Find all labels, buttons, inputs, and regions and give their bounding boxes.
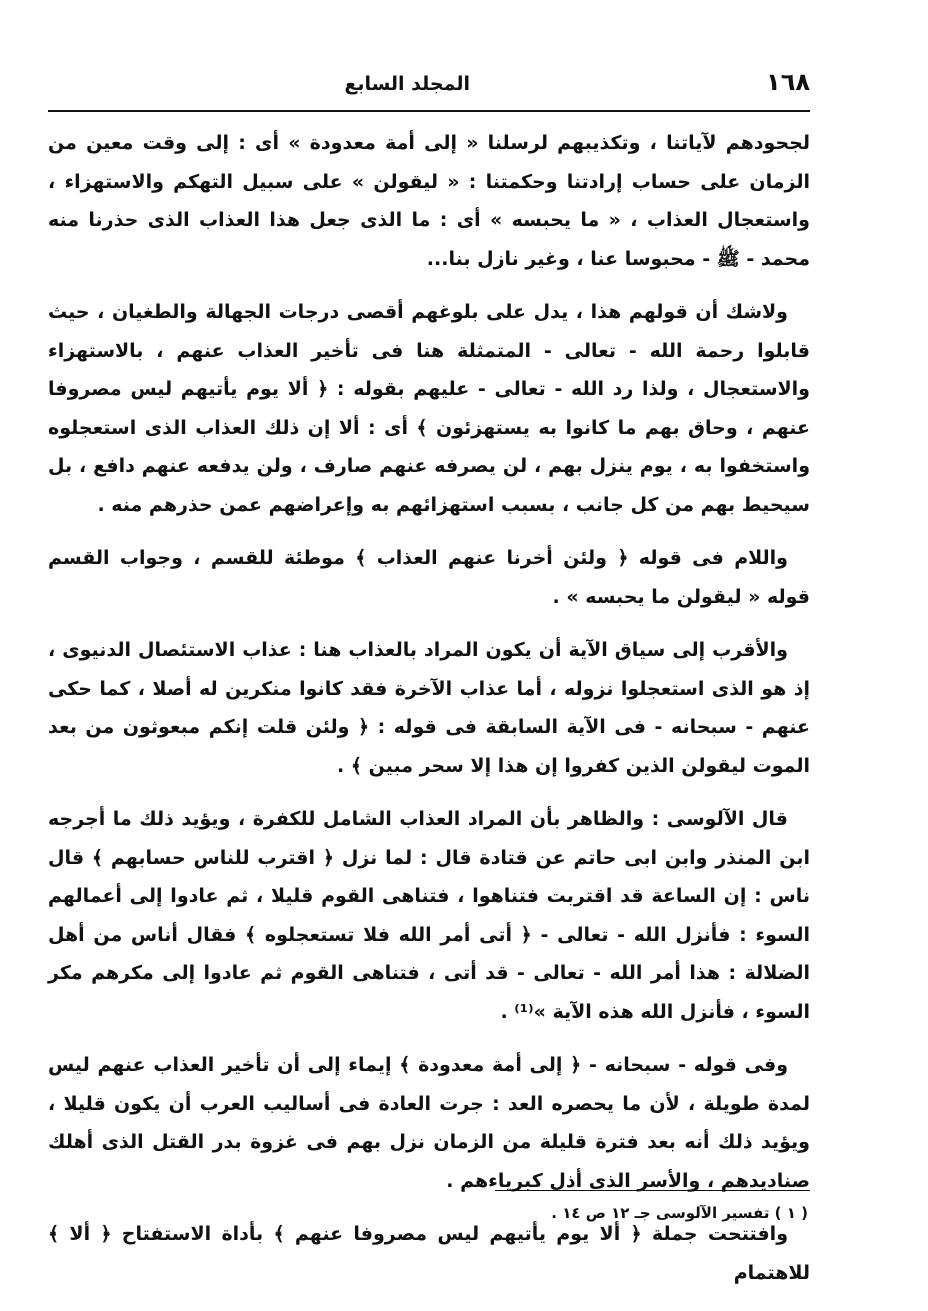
header-divider	[48, 110, 810, 112]
paragraph: والأقرب إلى سياق الآية أن يكون المراد بالعذاب هنا : عذاب الاستئصال الدنيوى ، إذ هو الذى استعجلوا نزوله ، أما عذاب الآخرة فقد كانوا منكرين له أصلا ، كما حكى عنهم - سبحانه - فى الآية السابقة فى قوله : ﴿ ولئن قلت إنكم مبعوثون من بعد الموت ليقولن الذين كفروا إن هذا إلا سحر مبين ﴾ .	[48, 639, 810, 777]
paragraph: وفى قوله - سبحانه - ﴿ إلى أمة معدودة ﴾ إيماء إلى أن تأخير العذاب عنهم ليس لمدة طويلة ، لأن ما يحصره العد : جرت العادة فى أساليب العرب أن يكون قليلا ، ويؤيد ذلك أنه بعد فترة قليلة من الزمان نزل بهم فى غزوة بدر القتل الذى أهلك صناديدهم ، والأسر الذى أذل كبرياءهم .	[48, 1054, 810, 1192]
volume-title: المجلد السابع	[344, 73, 470, 95]
running-header	[48, 64, 810, 104]
paragraph: واللام فى قوله ﴿ ولئن أخرنا عنهم العذاب ﴾ موطئة للقسم ، وجواب القسم قوله « ليقولن ما يحبسه » .	[48, 547, 810, 608]
paragraph: وافتتحت جملة ﴿ ألا يوم يأتيهم ليس مصروفا عنهم ﴾ بأداة الاستفتاح ﴿ ألا ﴾ للاهتمام	[48, 1223, 810, 1284]
footnote-divider	[495, 1190, 810, 1191]
body-text	[48, 124, 810, 1307]
paragraph: قال الآلوسى : والظاهر بأن المراد العذاب الشامل للكفرة ، ويؤيد ذلك ما أجرجه ابن المنذر وابن ابى حاتم عن قتادة قال : لما نزل ﴿ اقترب للناس حسابهم ﴾ قال ناس : إن الساعة قد اقتربت فتناهوا ، فتناهى القوم قليلا ، ثم عادوا إلى أعمالهم السوء : فأنزل الله - تعالى - ﴿ أتى أمر الله فلا تستعجلوه ﴾ فقال أناس من أهل الضلالة : هذا أمر الله - تعالى - قد أتى ، فتناهى القوم ثم عادوا إلى مكرهم مكر السوء ، فأنزل الله هذه الآية »⁽¹⁾ .	[48, 808, 810, 1023]
paragraph: ولاشك أن قولهم هذا ، يدل على بلوغهم أقصى درجات الجهالة والطغيان ، حيث قابلوا رحمة الله - تعالى - المتمثلة هنا فى تأخير العذاب عنهم ، بالاستهزاء والاستعجال ، ولذا رد الله - تعالى - عليهم بقوله : ﴿ ألا يوم يأتيهم ليس مصروفا عنهم ، وحاق بهم ما كانوا به يستهزئون ﴾ أى : ألا إن ذلك العذاب الذى استعجلوه واستخفوا به ، يوم ينزل بهم ، لن يصرفه عنهم صارف ، ولن يدفعه عنهم دافع ، بل سيحيط بهم من كل جانب ، بسبب استهزائهم به وإعراضهم عمن حذرهم منه .	[48, 301, 810, 516]
page-number: ١٦٨	[766, 68, 810, 96]
footnote: ( ١ ) تفسير الآلوسى جـ ١٢ ص ١٤ .	[551, 1204, 808, 1222]
paragraph: لجحودهم لآياتنا ، وتكذيبهم لرسلنا « إلى أمة معدودة » أى : إلى وقت معين من الزمان على حساب إرادتنا وحكمتنا : « ليقولن » على سبيل التهكم والاستهزاء ، واستعجال العذاب ، « ما يحبسه » أى : ما الذى جعل هذا العذاب الذى حذرنا منه محمد - ﷺ - محبوسا عنا ، وغير نازل بنا...	[48, 132, 810, 270]
